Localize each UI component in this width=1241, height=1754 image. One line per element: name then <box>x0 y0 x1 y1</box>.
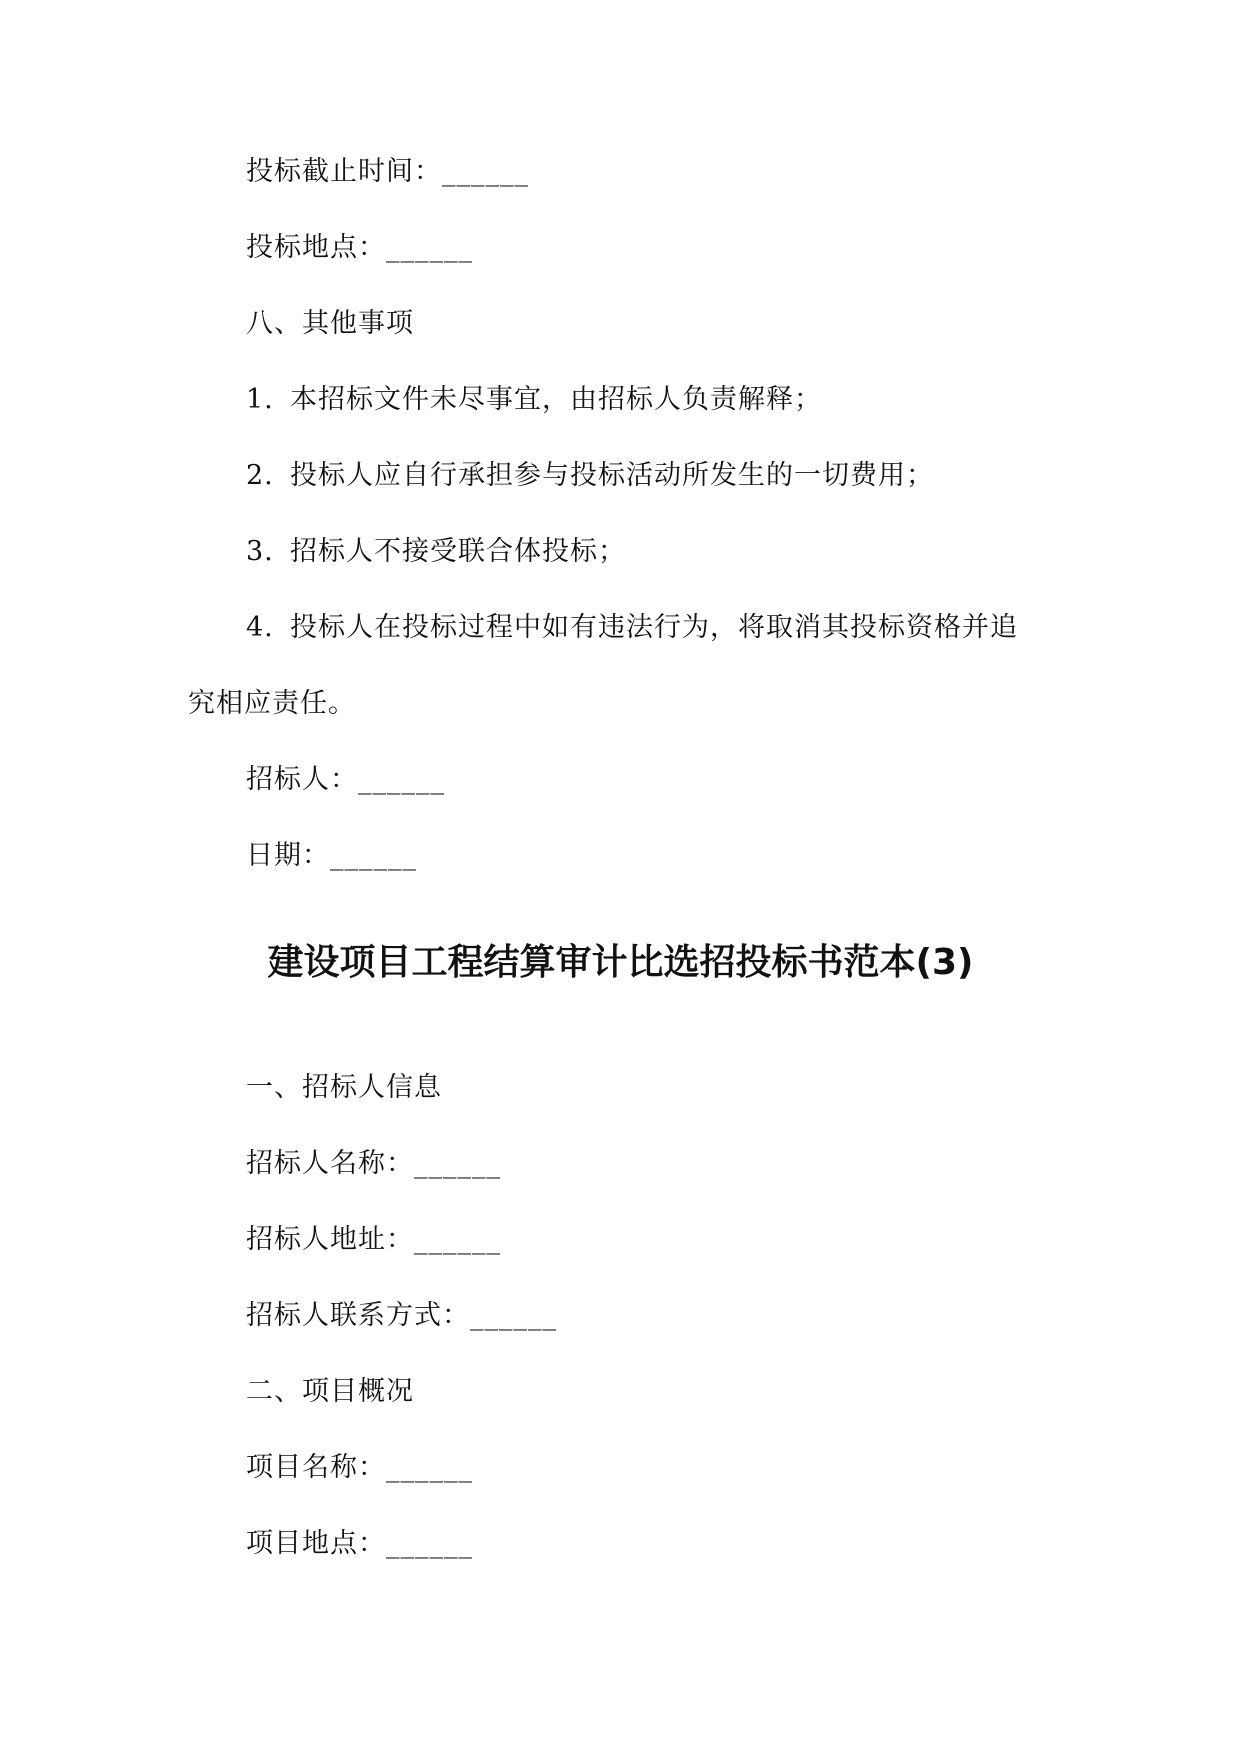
item-number: 4. <box>246 612 274 643</box>
section-2-title: 二、项目概况 <box>246 1376 414 1407</box>
document-title: 建设项目工程结算审计比选招投标书范本(3) <box>267 942 974 983</box>
other-item-3 <box>246 532 626 572</box>
item-number: 3. <box>246 536 274 567</box>
item-text: 投标人在投标过程中如有违法行为，将取消其投标资格并追 <box>290 612 1018 643</box>
other-item-4-continuation: 究相应责任。 <box>188 688 356 719</box>
item-text: 投标人应自行承担参与投标活动所发生的一切费用； <box>290 460 934 491</box>
item-text: 招标人不接受联合体投标； <box>290 536 626 567</box>
project-location-line: 项目地点：______ <box>246 1528 473 1559</box>
item-number: 1. <box>246 384 274 415</box>
section-1-title: 一、招标人信息 <box>246 1072 442 1103</box>
section-8-title: 八、其他事项 <box>246 308 414 339</box>
tenderer-address-line: 招标人地址：______ <box>246 1224 501 1255</box>
project-name-line: 项目名称：______ <box>246 1452 473 1483</box>
bid-location-line: 投标地点：______ <box>246 232 473 263</box>
tenderer-signature-line: 招标人：______ <box>246 764 445 795</box>
tenderer-contact-line: 招标人联系方式：______ <box>246 1300 557 1331</box>
other-item-4 <box>246 608 1018 648</box>
other-item-1 <box>246 380 822 420</box>
date-line: 日期：______ <box>246 840 417 871</box>
item-number: 2. <box>246 460 274 491</box>
other-item-2 <box>246 456 934 496</box>
tenderer-name-line: 招标人名称：______ <box>246 1148 501 1179</box>
bid-deadline-line: 投标截止时间：______ <box>246 156 529 187</box>
item-text: 本招标文件未尽事宜，由招标人负责解释； <box>290 384 822 415</box>
